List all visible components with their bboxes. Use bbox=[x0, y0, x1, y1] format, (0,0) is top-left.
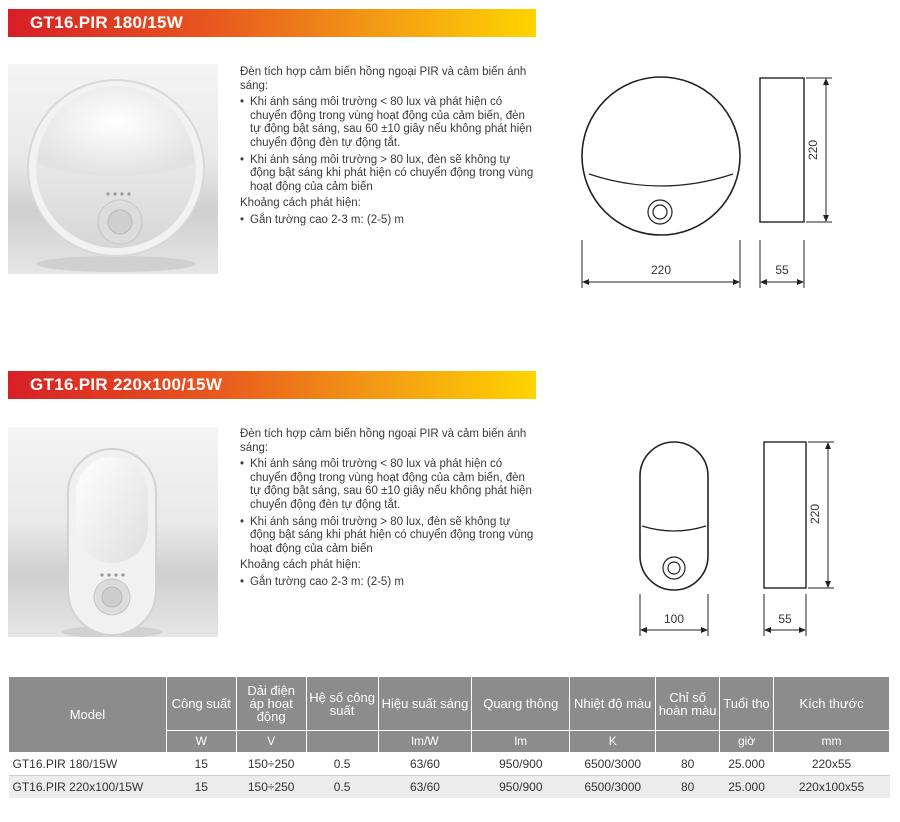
table-cell: 0.5 bbox=[306, 753, 378, 776]
dim-height: 220 bbox=[808, 503, 822, 525]
dim-depth: 55 bbox=[778, 612, 792, 626]
table-cell: 25.000 bbox=[720, 776, 774, 799]
distance-label: Khoảng cách phát hiện: bbox=[240, 559, 361, 572]
table-cell: 220x55 bbox=[774, 753, 890, 776]
col-header: Chỉ số hoàn màu bbox=[656, 677, 720, 731]
unit-cell: mm bbox=[774, 731, 890, 753]
table-cell: 80 bbox=[656, 776, 720, 799]
distance-label: Khoảng cách phát hiện: bbox=[240, 197, 361, 210]
table-cell: 150÷250 bbox=[236, 776, 306, 799]
unit-cell: giờ bbox=[720, 731, 774, 753]
distance-value: • Gắn tường cao 2-3 m: (2-5) m bbox=[240, 214, 538, 228]
table-cell: 6500/3000 bbox=[570, 776, 656, 799]
col-header: Dải điện áp hoạt động bbox=[236, 677, 306, 731]
bullet-item: • Khi ánh sáng môi trường > 80 lux, đèn sẽ không tự động bật sáng khi phát hiện có chuyển động trong vùng hoạt động của cảm biến bbox=[240, 154, 538, 195]
table-cell: 25.000 bbox=[720, 753, 774, 776]
table-cell: 150÷250 bbox=[236, 753, 306, 776]
col-header: Hiệu suất sáng bbox=[378, 677, 472, 731]
col-header: Công suất bbox=[166, 677, 236, 731]
table-cell: 6500/3000 bbox=[570, 753, 656, 776]
bullet-item: • Khi ánh sáng môi trường > 80 lux, đèn sẽ không tự động bật sáng khi phát hiện có chuyển động trong vùng hoạt động của cảm biến bbox=[240, 516, 538, 557]
table-cell: 0.5 bbox=[306, 776, 378, 799]
dim-height: 220 bbox=[806, 139, 820, 161]
unit-cell: K bbox=[570, 731, 656, 753]
model-cell: GT16.PIR 220x100/15W bbox=[9, 776, 167, 799]
intro-text: Đèn tích hợp cảm biến hồng ngoại PIR và cảm biến ánh sáng: bbox=[240, 428, 527, 454]
product-1-title: GT16.PIR 180/15W bbox=[8, 9, 536, 37]
unit-cell: W bbox=[166, 731, 236, 753]
product-2-description bbox=[240, 428, 538, 593]
bullet-item: • Khi ánh sáng môi trường < 80 lux và phát hiện có chuyển động trong vùng hoạt động của cảm biến, đèn tự động bật sáng, sau 60 ±10 giây nếu không phát hiện chuyển động đèn tự động tắt. bbox=[240, 458, 538, 512]
unit-cell: V bbox=[236, 731, 306, 753]
table-cell: 950/900 bbox=[472, 776, 570, 799]
table-cell: 63/60 bbox=[378, 753, 472, 776]
product-2-photo bbox=[8, 427, 218, 637]
dim-depth: 55 bbox=[775, 263, 789, 277]
product-1-description bbox=[240, 66, 538, 231]
unit-cell bbox=[656, 731, 720, 753]
table-cell: 220x100x55 bbox=[774, 776, 890, 799]
product-1-photo bbox=[8, 64, 218, 274]
table-header-row bbox=[9, 677, 890, 731]
table-cell: 63/60 bbox=[378, 776, 472, 799]
col-header: Model bbox=[9, 677, 167, 753]
oval-wall-lamp-image bbox=[8, 427, 218, 637]
spec-table bbox=[8, 676, 890, 798]
table-cell: 950/900 bbox=[472, 753, 570, 776]
product-1-dimension-drawing bbox=[570, 70, 870, 300]
table-cell: 15 bbox=[166, 753, 236, 776]
bullet-item: • Khi ánh sáng môi trường < 80 lux và phát hiện có chuyển động trong vùng hoạt động của cảm biến, đèn tự động bật sáng, sau 60 ±10 giây nếu không phát hiện chuyển động đèn tự động tắt. bbox=[240, 96, 538, 150]
product-2-dimension-drawing bbox=[630, 438, 870, 648]
col-header: Nhiệt độ màu bbox=[570, 677, 656, 731]
col-header: Hệ số công suất bbox=[306, 677, 378, 731]
table-cell: 15 bbox=[166, 776, 236, 799]
table-row bbox=[9, 776, 890, 799]
table-row bbox=[9, 753, 890, 776]
model-cell: GT16.PIR 180/15W bbox=[9, 753, 167, 776]
col-header: Quang thông bbox=[472, 677, 570, 731]
unit-cell bbox=[306, 731, 378, 753]
col-header: Tuổi thọ bbox=[720, 677, 774, 731]
unit-cell: lm bbox=[472, 731, 570, 753]
product-2-title: GT16.PIR 220x100/15W bbox=[8, 371, 536, 399]
unit-cell: lm/W bbox=[378, 731, 472, 753]
dim-width: 220 bbox=[650, 263, 672, 277]
table-cell: 80 bbox=[656, 753, 720, 776]
distance-value: • Gắn tường cao 2-3 m: (2-5) m bbox=[240, 576, 538, 590]
dim-width: 100 bbox=[663, 612, 685, 626]
round-wall-lamp-image bbox=[8, 64, 218, 274]
col-header: Kích thước bbox=[774, 677, 890, 731]
intro-text: Đèn tích hợp cảm biến hồng ngoại PIR và cảm biến ánh sáng: bbox=[240, 66, 527, 92]
